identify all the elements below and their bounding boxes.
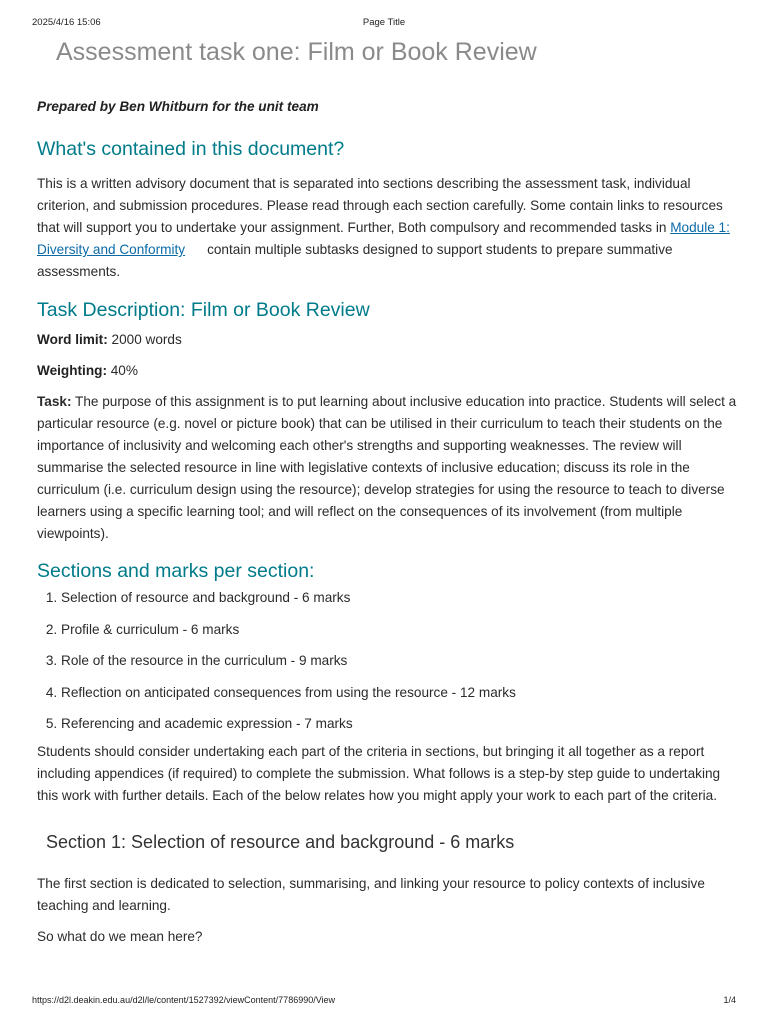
contents-text-after-link: contain multiple subtasks designed to support students to prepare summative assessments. (37, 242, 673, 279)
task-description-heading: Task Description: Film or Book Review (37, 299, 370, 321)
module-1-link[interactable]: Module 1: Diversity and Conformity (37, 220, 730, 257)
contents-heading: What's contained in this document? (37, 138, 345, 160)
list-item: 4. Reflection on anticipated consequences from using the resource - 12 marks (61, 682, 737, 704)
contents-text-before-link: This is a written advisory document that is separated into sections describing the assessment task, individual criterion, and submission procedures. Please read through each section carefully. Some contain links to resources that will support you to undertake your assignment. Further, Both compulsory and recommended tasks in (37, 176, 723, 235)
list-item: 5. Referencing and academic expression - 7 marks (61, 713, 737, 735)
print-page-number: 1/4 (723, 995, 736, 1005)
section-one-heading: Section 1: Selection of resource and background - 6 marks (46, 832, 515, 852)
word-limit (37, 329, 737, 351)
contents-paragraph (37, 173, 737, 283)
weighting-label: Weighting: (37, 363, 107, 378)
task-text: The purpose of this assignment is to put learning about inclusive education into practice. Students will select a particular resource (e.g. novel or picture book) that can be utilised in their curriculum to teach their students on the importance of inclusivity and welcoming each other's strengths and supporting weaknesses. The review will summarise the selected resource in line with legislative contexts of inclusive education; discuss its role in the curriculum (i.e. curriculum design using the resource); develop strategies for using the resource to teach to diverse learners using a specific learning tool; and will reflect on the consequences of its involvement (from multiple viewpoints). (37, 394, 737, 541)
marks-list (37, 587, 737, 735)
document-body (37, 96, 737, 948)
sections-summary: Students should consider undertaking each part of the criteria in sections, but bringing it all together as a report including appendices (if required) to complete the submission. What follows is a step-by step guide to undertaking this work with further details. Each of the below relates how you might apply your work to each part of the criteria. (37, 744, 721, 803)
author-line: Prepared by Ben Whitburn for the unit team (37, 99, 319, 114)
section-one-text: The first section is dedicated to selection, summarising, and linking your resource to policy contexts of inclusive teaching and learning. (37, 876, 705, 913)
word-limit-value: 2000 words (107, 332, 182, 347)
section-one-question: So what do we mean here? (37, 929, 203, 944)
word-limit-label: Word limit: (37, 332, 108, 347)
list-item: 2. Profile & curriculum - 6 marks (61, 619, 737, 641)
print-url: https://d2l.deakin.edu.au/d2l/le/content/1527392/viewContent/7786990/View (32, 995, 336, 1005)
list-item: 1. Selection of resource and background - 6 marks (61, 587, 737, 609)
weighting (37, 360, 737, 382)
print-datetime: 2025/4/16 15:06 (32, 17, 101, 28)
page-title: Assessment task one: Film or Book Review (56, 38, 537, 66)
print-page-title: Page Title (362, 17, 406, 28)
sections-marks-heading: Sections and marks per section: (37, 560, 315, 582)
list-item: 3. Role of the resource in the curriculum - 9 marks (61, 650, 737, 672)
print-footer (32, 995, 736, 1009)
print-header (32, 17, 736, 31)
task-paragraph (37, 391, 737, 545)
task-label: Task: (37, 394, 72, 409)
weighting-value: 40% (106, 363, 138, 378)
